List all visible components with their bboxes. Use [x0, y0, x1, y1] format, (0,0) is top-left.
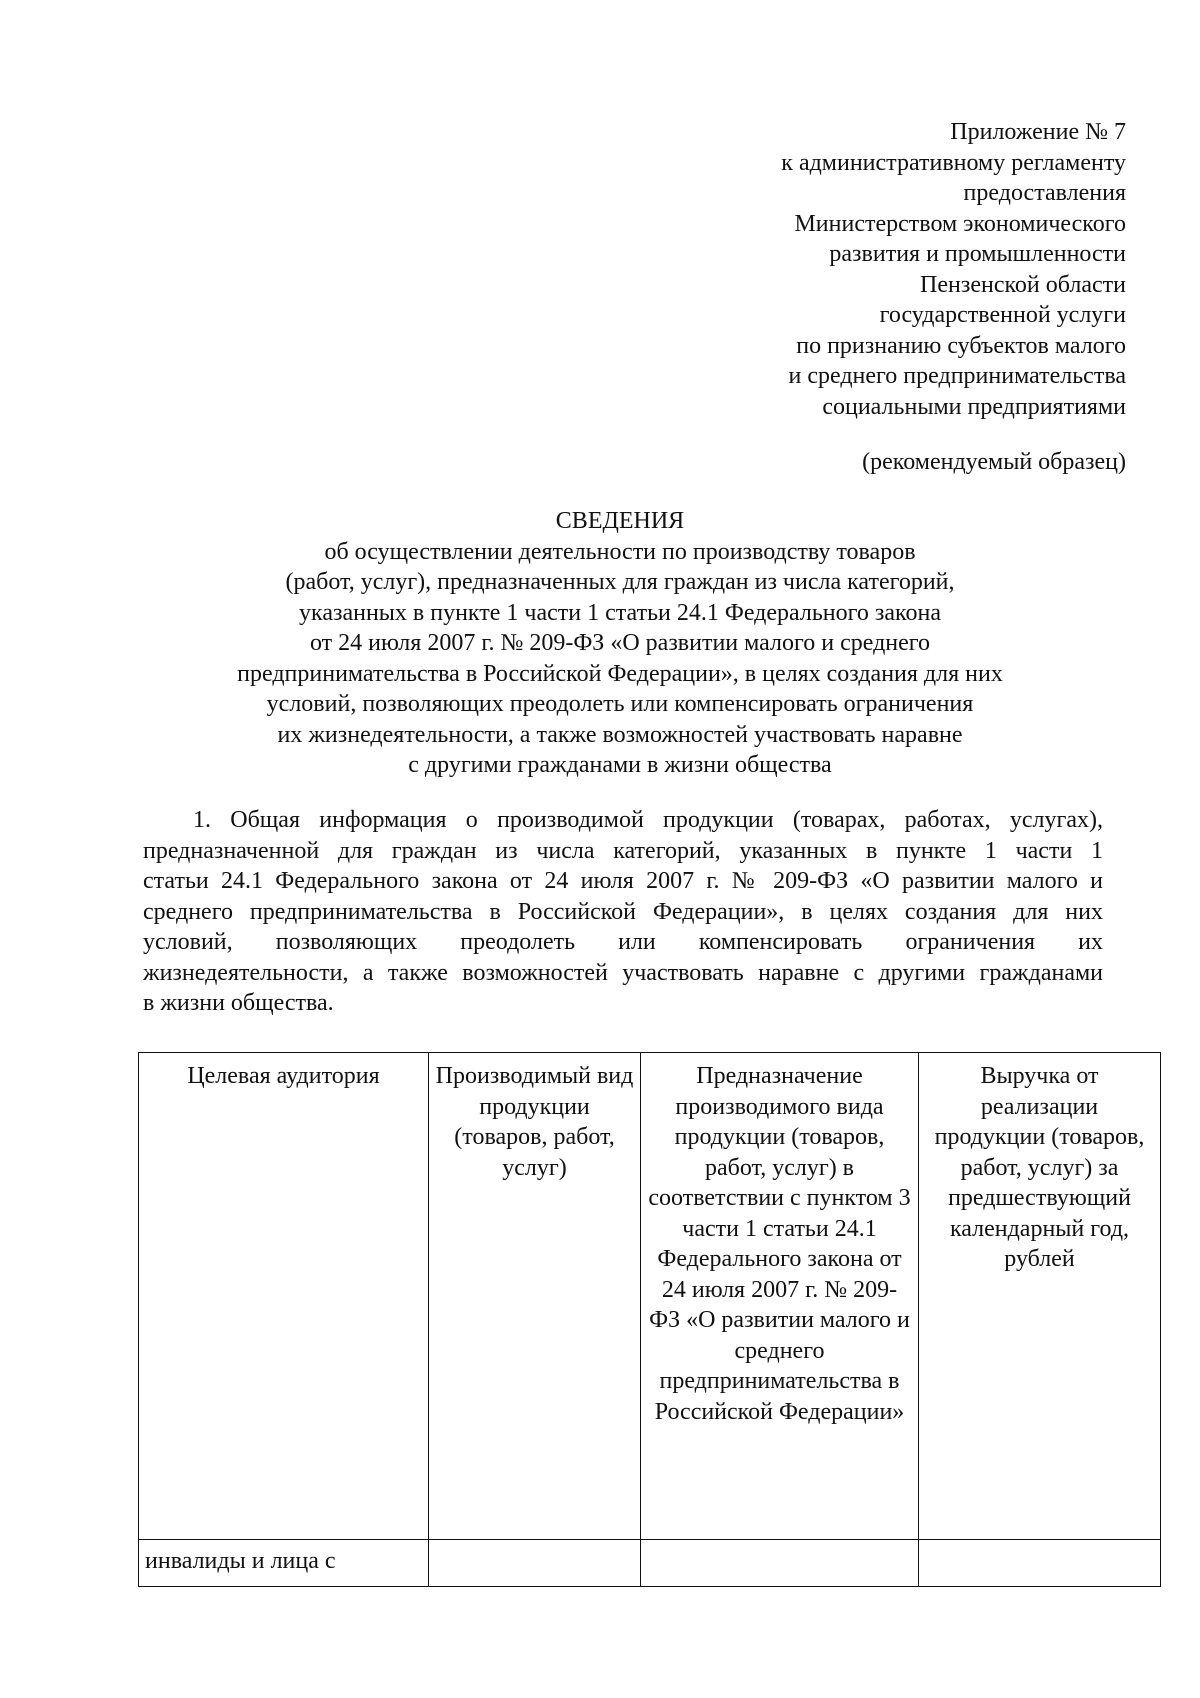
- appendix-line: предоставления: [963, 180, 1126, 206]
- info-table: [138, 1052, 1161, 1587]
- appendix-line: социальными предприятиями: [822, 393, 1126, 420]
- table-row: [139, 1540, 1161, 1587]
- document-title: [140, 506, 1100, 781]
- paragraph-line: жизнедеятельности, а также возможностей участвовать наравне с другими гражданами: [143, 959, 1103, 986]
- header-product-type: Производимый вид продукции (товаров, работ, услуг): [429, 1053, 641, 1540]
- title-line: предпринимательства в Российской Федерации», в целях создания для них: [237, 660, 1003, 687]
- appendix-line: и среднего предпринимательства: [788, 363, 1126, 389]
- title-line: их жизнедеятельности, а также возможностей участвовать наравне: [277, 721, 963, 748]
- appendix-line: к административному регламенту: [781, 149, 1126, 176]
- table-cell: инвалиды и лица с: [139, 1540, 429, 1587]
- paragraph-line: условий, позволяющих преодолеть или компенсировать ограничения их: [143, 929, 1103, 955]
- header-revenue: Выручка от реализации продукции (товаров, работ, услуг) за предшествующий календарный год, рублей: [919, 1053, 1161, 1540]
- paragraph-line: в жизни общества.: [143, 990, 334, 1016]
- sample-note: (рекомендуемый образец): [862, 449, 1126, 475]
- appendix-header: [606, 117, 1126, 422]
- appendix-line: государственной услуги: [879, 302, 1126, 328]
- table-cell: [641, 1540, 919, 1587]
- title-line: об осуществлении деятельности по производству товаров: [324, 538, 916, 565]
- appendix-line: по признанию субъектов малого: [796, 332, 1126, 359]
- title-line: условий, позволяющих преодолеть или компенсировать ограничения: [266, 691, 974, 717]
- table-cell: [919, 1540, 1161, 1587]
- header-target-audience: Целевая аудитория: [139, 1053, 429, 1540]
- appendix-line: Приложение № 7: [950, 119, 1126, 145]
- appendix-line: развития и промышленности: [829, 241, 1126, 267]
- table-header-row: [139, 1053, 1161, 1540]
- paragraph-line: статьи 24.1 Федерального закона от 24 июля 2007 г. № 209-ФЗ «О развитии малого и: [143, 868, 1103, 894]
- paragraph-line: 1. Общая информация о производимой продукции (товарах, работах, услугах),: [193, 807, 1103, 833]
- appendix-line: Министерством экономического: [794, 210, 1126, 237]
- appendix-line: Пензенской области: [920, 271, 1126, 298]
- title-line: с другими гражданами в жизни общества: [408, 752, 832, 778]
- header-product-purpose: Предназначение производимого вида продукции (товаров, работ, услуг) в соответствии с пунктом 3 части 1 статьи 24.1 Федерального закона от 24 июля 2007 г. № 209-ФЗ «О развитии малого и среднего предпринимательства в Российской Федерации»: [641, 1053, 919, 1540]
- title-line: от 24 июля 2007 г. № 209-ФЗ «О развитии малого и среднего: [309, 630, 931, 656]
- title-line: указанных в пункте 1 части 1 статьи 24.1 Федерального закона: [299, 599, 941, 626]
- paragraph-line: среднего предпринимательства в Российской Федерации», в целях создания для них: [143, 898, 1103, 925]
- title-heading: СВЕДЕНИЯ: [555, 508, 685, 534]
- table-cell: [429, 1540, 641, 1587]
- paragraph-line: предназначенной для граждан из числа категорий, указанных в пункте 1 части 1: [143, 837, 1103, 864]
- title-line: (работ, услуг), предназначенных для граждан из числа категорий,: [285, 569, 955, 595]
- section-1-paragraph: [143, 805, 1103, 1019]
